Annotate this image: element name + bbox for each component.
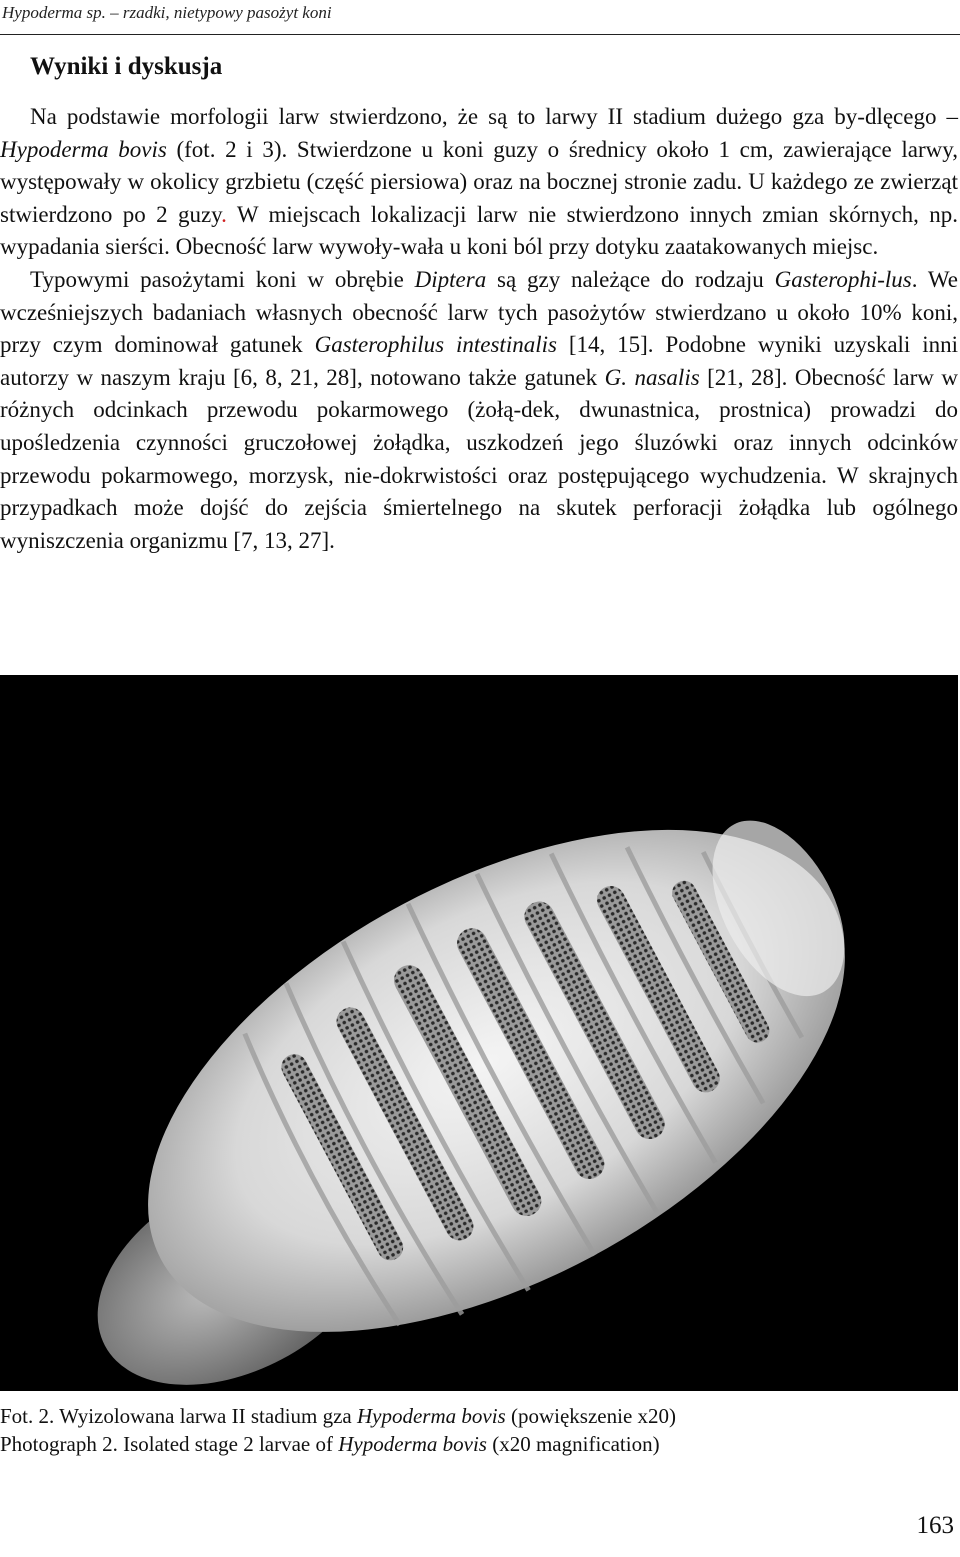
paragraph-results	[0, 101, 958, 264]
p1-species-italic: Hypoderma bovis	[0, 136, 167, 162]
running-title: Hypoderma sp. – rzadki, nietypowy pasożyt koni	[2, 3, 332, 22]
p2-diptera: Diptera	[414, 266, 487, 292]
running-header	[0, 0, 960, 35]
p2-g-nasalis: G. nasalis	[604, 364, 700, 390]
p2-g-intestinalis: Gasterophilus intestinalis	[314, 332, 557, 358]
page-number: 163	[916, 1512, 954, 1539]
p2-text-b: są gzy należące do rodzaju	[486, 266, 775, 292]
p2-gasterophilus: Gasterophi-lus	[774, 266, 912, 292]
paragraph-discussion	[0, 264, 958, 557]
body-text	[0, 101, 958, 557]
p2-text-d: [14, 15]. Podobne wyniki uzyskali inni autorzy w naszym kraju [6, 8, 21, 28], notowano także gatunek	[0, 332, 958, 390]
caption-polish: Fot. 2. Wyizolowana larwa II stadium gza Hypoderma bovis (powiększenie x20)	[0, 1404, 677, 1428]
p1-text-b: (fot. 2 i 3). Stwierdzone u koni guzy o średnicy około 1 cm, zawierające larwy, występowały w okolicy grzbietu (część piersiowa) oraz na bocznej stronie zadu. U każdego ze zwierząt stwierdzono po 2 guzy	[0, 136, 958, 227]
p1-text-c: W miejscach lokalizacji larw nie stwierdzono innych zmian skórnych, np. wypadania sierści. Obecność larw wywoły-wała u koni ból przy dotyku zaatakowanych miejsc.	[0, 201, 958, 260]
p2-text-c: . We wcześniejszych badaniach własnych obecność larw tych pasożytów stwierdzano u około 10% koni, przy czym dominował gatunek	[0, 266, 958, 358]
section-heading: Wyniki i dyskusja	[30, 53, 223, 80]
larva-body	[0, 724, 930, 1391]
p1-text-a: Na podstawie morfologii larw stwierdzono, że są to larwy II stadium dużego gza by-dlęcego –	[30, 104, 958, 129]
p1-red-period: .	[221, 201, 227, 227]
larva-illustration	[0, 675, 958, 1391]
caption-english: Photograph 2. Isolated stage 2 larvae of Hypoderma bovis (x20 magnification)	[0, 1432, 660, 1456]
p2-text-a: Typowymi pasożytami koni w obrębie	[30, 266, 415, 292]
larva-photograph	[0, 675, 958, 1391]
p2-text-e: [21, 28]. Obecność larw w różnych odcinkach przewodu pokarmowego (żołą-dek, dwunastnica, prostnica) prowadzi do upośledzenia czynności gruczołowej żołądka, uszkodzeń jego śluzówki oraz innych odcinków przewodu pokarmowego, morzysk, nie-dokrwistości oraz postępującego wychudzenia. W skrajnych przypadkach może dojść do zejścia śmiertelnego na skutek perforacji żołądka lub ogólnego wyniszczenia organizmu [7, 13, 27].	[0, 364, 958, 553]
figure-caption	[0, 1402, 958, 1458]
